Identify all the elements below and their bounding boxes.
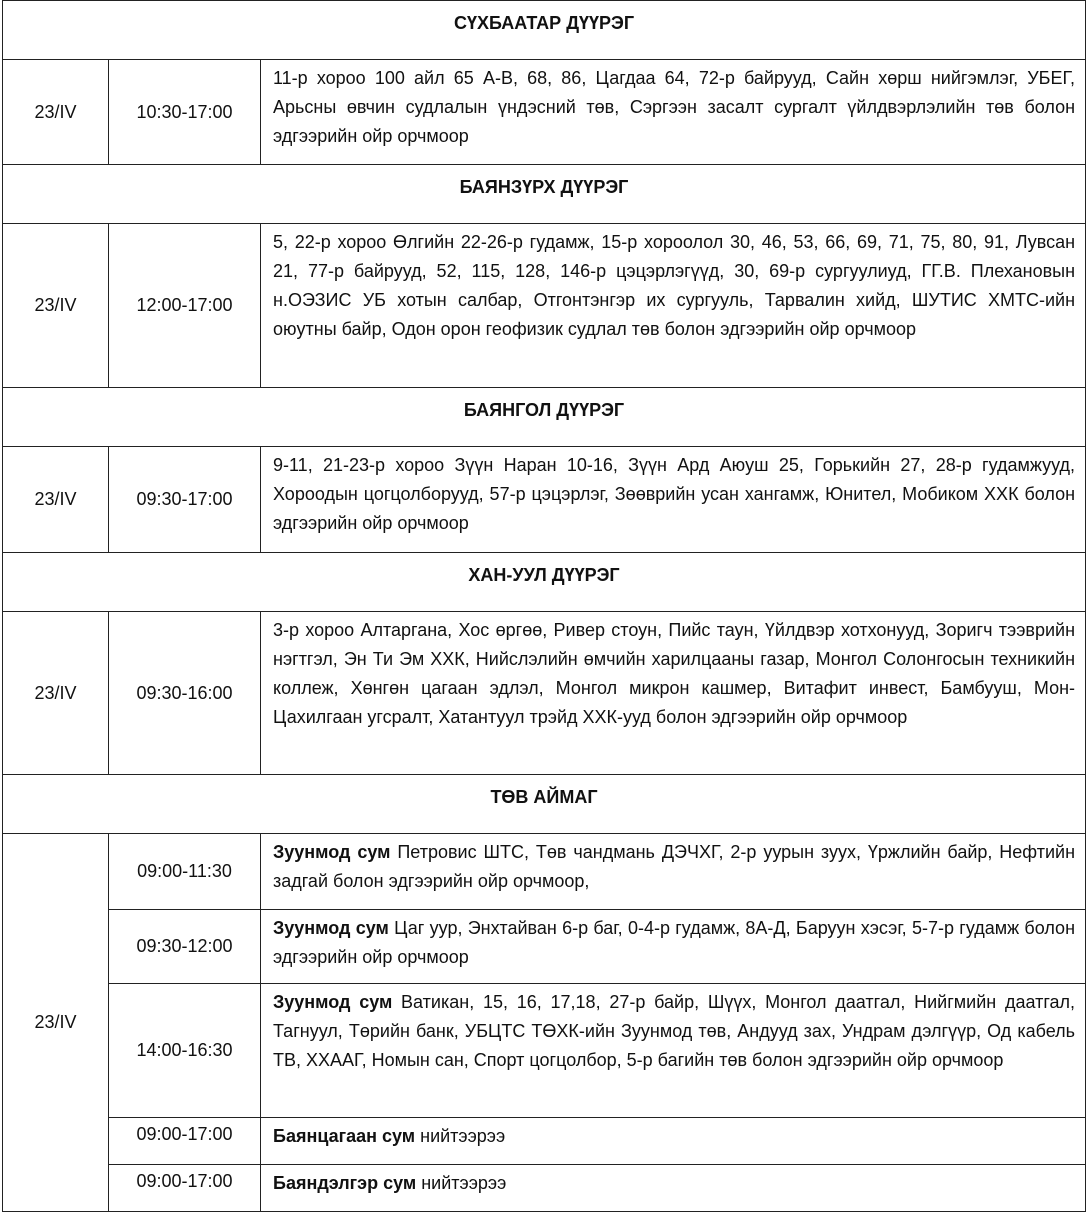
schedule-row: [3, 1118, 1086, 1165]
sum-locations: Цаг уур, Энхтайван 6-р баг, 0-4-р гудамж, 8А-Д, Баруун хэсэг, 5-7-р гудамж болон эдгээрийн ойр орчмоор: [273, 918, 1076, 967]
sum-name: Зуунмод сум: [273, 842, 391, 862]
schedule-row: [3, 984, 1086, 1118]
schedule-row: [3, 1165, 1086, 1212]
district-heading: СҮХБААТАР ДҮҮРЭГ: [3, 1, 1086, 60]
schedule-row: [3, 60, 1086, 165]
location-description: 11-р хороо 100 айл 65 А-В, 68, 86, Цагдаа 64, 72-р байрууд, Сайн хөрш нийгэмлэг, УБЕГ, Арьсны өвчин судлалын үндэсний төв, Сэргээн засалт сургалт үйлдвэрлэлийн төв болон эдгээрийн ойр орчмоор: [261, 60, 1086, 165]
schedule-row: [3, 910, 1086, 984]
date-cell: 23/IV: [3, 224, 109, 388]
section-heading-row: [3, 1, 1086, 60]
time-cell: 09:00-11:30: [109, 834, 261, 910]
section-heading-row: [3, 388, 1086, 447]
section-heading-row: [3, 775, 1086, 834]
sum-locations: нийтээрээ: [415, 1126, 506, 1146]
sum-name: Баянцагаан сум: [273, 1126, 416, 1146]
time-cell: 09:30-16:00: [109, 612, 261, 775]
location-description: [261, 910, 1086, 984]
location-description: 9-11, 21-23-р хороо Зүүн Наран 10-16, Зүүн Ард Аюуш 25, Горькийн 27, 28-р гудамжууд, Хороодын цогцолборууд, 57-р цэцэрлэг, Зөөврийн усан хангамж, Юнител, Мобиком ХХК болон эдгээрийн ойр орчмоор: [261, 447, 1086, 553]
time-cell: 09:30-17:00: [109, 447, 261, 553]
schedule-row: [3, 224, 1086, 388]
sum-locations: Петровис ШТС, Төв чандмань ДЭЧХГ, 2-р уурын зуух, Үржлийн байр, Нефтийн задгай болон эдгээрийн ойр орчмоор,: [273, 842, 1076, 891]
location-description: [261, 1118, 1086, 1165]
date-cell: 23/IV: [3, 447, 109, 553]
time-cell: 10:30-17:00: [109, 60, 261, 165]
location-description: [261, 1165, 1086, 1212]
outage-schedule-table: [2, 0, 1086, 1212]
sum-locations: нийтээрээ: [416, 1173, 507, 1193]
location-description: [261, 984, 1086, 1118]
date-cell: 23/IV: [3, 60, 109, 165]
location-description: 3-р хороо Алтаргана, Хос өргөө, Ривер стоун, Пийс таун, Үйлдвэр хотхонууд, Зоригч тээврийн нэгтгэл, Эн Ти Эм ХХК, Нийслэлийн өмчийн харилцааны газар, Монгол Солонгосын техникийн коллеж, Хөнгөн цагаан эдлэл, Монгол микрон кашмер, Витафит инвест, Бамбууш, Мон-Цахилгаан угсралт, Хатантуул трэйд ХХК-ууд болон эдгээрийн ойр орчмоор: [261, 612, 1086, 775]
district-heading: ХАН-УУЛ ДҮҮРЭГ: [3, 553, 1086, 612]
section-heading-row: [3, 165, 1086, 224]
time-cell: 14:00-16:30: [109, 984, 261, 1118]
time-cell: 12:00-17:00: [109, 224, 261, 388]
schedule-row: [3, 612, 1086, 775]
location-description: [261, 834, 1086, 910]
sum-name: Баяндэлгэр сум: [273, 1173, 417, 1193]
sum-locations: Ватикан, 15, 16, 17,18, 27-р байр, Шүүх, Монгол даатгал, Нийгмийн даатгал, Тагнуул, Төрийн банк, УБЦТС ТӨХК-ийн Зуунмод төв, Андууд зах, Ундрам дэлгүүр, Од кабель ТВ, ХХААГ, Номын сан, Спорт цогцолбор, 5-р багийн төв болон эдгээрийн ойр орчмоор: [273, 992, 1076, 1070]
sum-name: Зуунмод сум: [273, 918, 389, 938]
sum-name: Зуунмод сум: [273, 992, 393, 1012]
district-heading: БАЯНЗҮРХ ДҮҮРЭГ: [3, 165, 1086, 224]
time-cell: 09:30-12:00: [109, 910, 261, 984]
time-cell: 09:00-17:00: [109, 1118, 261, 1165]
schedule-row: [3, 447, 1086, 553]
time-cell: 09:00-17:00: [109, 1165, 261, 1212]
schedule-row: [3, 834, 1086, 910]
district-heading: БАЯНГОЛ ДҮҮРЭГ: [3, 388, 1086, 447]
date-cell: 23/IV: [3, 612, 109, 775]
location-description: 5, 22-р хороо Өлгийн 22-26-р гудамж, 15-р хороолол 30, 46, 53, 66, 69, 71, 75, 80, 91, Лувсан 21, 77-р байрууд, 52, 115, 128, 146-р цэцэрлэгүүд, 30, 69-р сургуулиуд, ГГ.В. Плехановын н.ОЭЗИС УБ хотын салбар, Отгонтэнгэр их сургууль, Тарвалин хийд, ШУТИС ХМТС-ийн оюутны байр, Одон орон геофизик судлал төв болон эдгээрийн ойр орчмоор: [261, 224, 1086, 388]
section-heading-row: [3, 553, 1086, 612]
aimag-heading: ТӨВ АЙМАГ: [3, 775, 1086, 834]
date-cell: 23/IV: [3, 834, 109, 1212]
